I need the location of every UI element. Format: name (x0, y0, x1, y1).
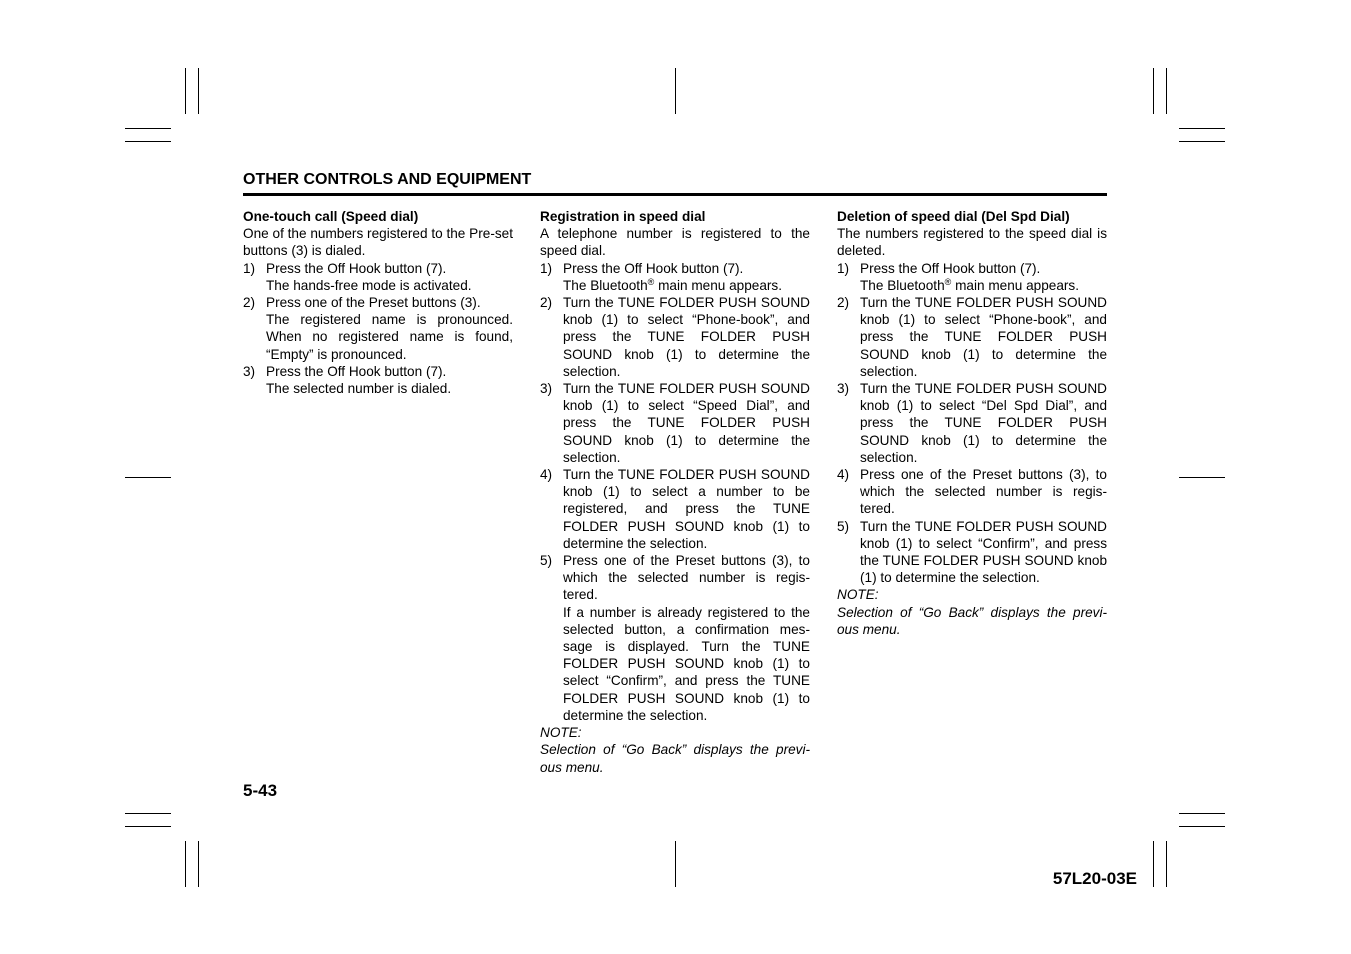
step-result: The selected number is dialed. (266, 381, 452, 397)
steps-list (243, 260, 513, 398)
step-number: 1) (837, 260, 850, 276)
step-number: 4) (540, 467, 553, 483)
section-intro: One of the numbers registered to the Pre-set buttons (3) is dialed. (243, 226, 513, 259)
step-item (837, 294, 1107, 380)
note-label: NOTE: (837, 587, 879, 603)
section-title: Deletion of speed dial (Del Spd Dial) (837, 209, 1070, 224)
column-registration (540, 208, 810, 776)
step-number: 3) (540, 381, 553, 397)
crop-mark (185, 68, 186, 114)
step-result: If a number is already registered to the selected button, a confirmation mes-sage is displayed. Turn the TUNE FOLDER PUSH SOUND knob (1) to select “Confirm”, and press the TUNE FOLDER PUSH SOUND knob (1) to determine the selection. (563, 604, 810, 723)
step-text: Turn the TUNE FOLDER PUSH SOUND knob (1) to select “Speed Dial”, and press the TUNE FOLDER PUSH SOUND knob (1) to determine the selection. (563, 381, 810, 465)
step-item (540, 380, 810, 466)
crop-mark (198, 841, 199, 887)
step-item (837, 260, 1107, 294)
crop-mark (675, 841, 676, 887)
crop-mark (1153, 68, 1154, 114)
section-intro: A telephone number is registered to the speed dial. (540, 226, 810, 259)
step-item (540, 552, 810, 724)
crop-mark (1166, 68, 1167, 114)
registered-mark: ® (647, 276, 655, 287)
step-text: Press the Off Hook button (7). (266, 260, 447, 276)
section-title: One-touch call (Speed dial) (243, 209, 419, 224)
step-text: Press the Off Hook button (7). (563, 260, 744, 276)
step-text: Press one of the Preset buttons (3), to which the selected number is regis-tered. (860, 467, 1107, 517)
note-label: NOTE: (540, 725, 582, 741)
crop-mark (125, 128, 171, 129)
step-result: The hands-free mode is activated. (266, 277, 472, 293)
step-number: 1) (540, 260, 553, 276)
document-code: 57L20-03E (1052, 869, 1137, 888)
step-result-pre: The Bluetooth (860, 277, 945, 293)
step-item (540, 294, 810, 380)
crop-mark (125, 141, 171, 142)
header-rule (243, 193, 1107, 196)
step-text: Turn the TUNE FOLDER PUSH SOUND knob (1) to select a number to be registered, and press the TUNE FOLDER PUSH SOUND knob (1) to determine the selection. (563, 467, 810, 551)
crop-mark (675, 68, 676, 114)
column-speed-dial-call (243, 208, 513, 397)
column-deletion (837, 208, 1107, 638)
step-number: 2) (540, 295, 553, 311)
crop-mark (185, 841, 186, 887)
step-result: The registered name is pronounced. When no registered name is found, “Empty” is pronounced. (266, 312, 513, 362)
step-text: Turn the TUNE FOLDER PUSH SOUND knob (1) to select “Confirm”, and press the TUNE FOLDER PUSH SOUND knob (1) to determine the selection. (860, 518, 1107, 586)
crop-mark (1179, 128, 1225, 129)
crop-mark (1179, 477, 1225, 478)
step-number: 3) (243, 363, 256, 379)
step-item (540, 260, 810, 294)
step-item (837, 380, 1107, 466)
step-number: 5) (837, 518, 850, 534)
page-number: 5-43 (243, 781, 278, 800)
crop-mark (125, 826, 171, 827)
step-number: 2) (837, 295, 850, 311)
note-text: Selection of “Go Back” displays the previ-ous menu. (837, 604, 1107, 637)
crop-mark (125, 477, 171, 478)
step-result (860, 277, 1107, 294)
step-number: 1) (243, 260, 256, 276)
crop-mark (1179, 826, 1225, 827)
step-text: Turn the TUNE FOLDER PUSH SOUND knob (1) to select “Phone-book”, and press the TUNE FOLDER PUSH SOUND knob (1) to determine the selection. (860, 295, 1107, 379)
steps-list (540, 260, 810, 724)
step-result (563, 277, 810, 294)
step-item (243, 260, 513, 294)
step-number: 5) (540, 553, 553, 569)
crop-mark (198, 68, 199, 114)
step-result-post: main menu appears. (951, 277, 1079, 293)
registered-mark: ® (944, 276, 952, 287)
steps-list (837, 260, 1107, 587)
crop-mark (1179, 141, 1225, 142)
step-result-pre: The Bluetooth (563, 277, 648, 293)
section-intro: The numbers registered to the speed dial is deleted. (837, 226, 1107, 259)
step-item (837, 466, 1107, 518)
step-text: Press the Off Hook button (7). (266, 363, 447, 379)
crop-mark (1179, 813, 1225, 814)
crop-mark (1166, 841, 1167, 887)
section-header: OTHER CONTROLS AND EQUIPMENT (243, 171, 532, 188)
note-text: Selection of “Go Back” displays the previ-ous menu. (540, 742, 810, 775)
step-number: 4) (837, 467, 850, 483)
step-text: Press one of the Preset buttons (3). (266, 295, 481, 311)
crop-mark (125, 813, 171, 814)
step-number: 3) (837, 381, 850, 397)
step-text: Turn the TUNE FOLDER PUSH SOUND knob (1) to select “Del Spd Dial”, and press the TUNE FOLDER PUSH SOUND knob (1) to determine the selection. (860, 381, 1107, 465)
step-item (540, 466, 810, 552)
step-item (243, 363, 513, 397)
crop-mark (1153, 841, 1154, 887)
step-number: 2) (243, 295, 256, 311)
step-item (243, 294, 513, 363)
step-text: Turn the TUNE FOLDER PUSH SOUND knob (1) to select “Phone-book”, and press the TUNE FOLDER PUSH SOUND knob (1) to determine the selection. (563, 295, 810, 379)
step-text: Press one of the Preset buttons (3), to which the selected number is regis-tered. (563, 553, 810, 603)
step-item (837, 518, 1107, 587)
section-title: Registration in speed dial (540, 209, 706, 224)
step-result-post: main menu appears. (654, 277, 782, 293)
step-text: Press the Off Hook button (7). (860, 260, 1041, 276)
